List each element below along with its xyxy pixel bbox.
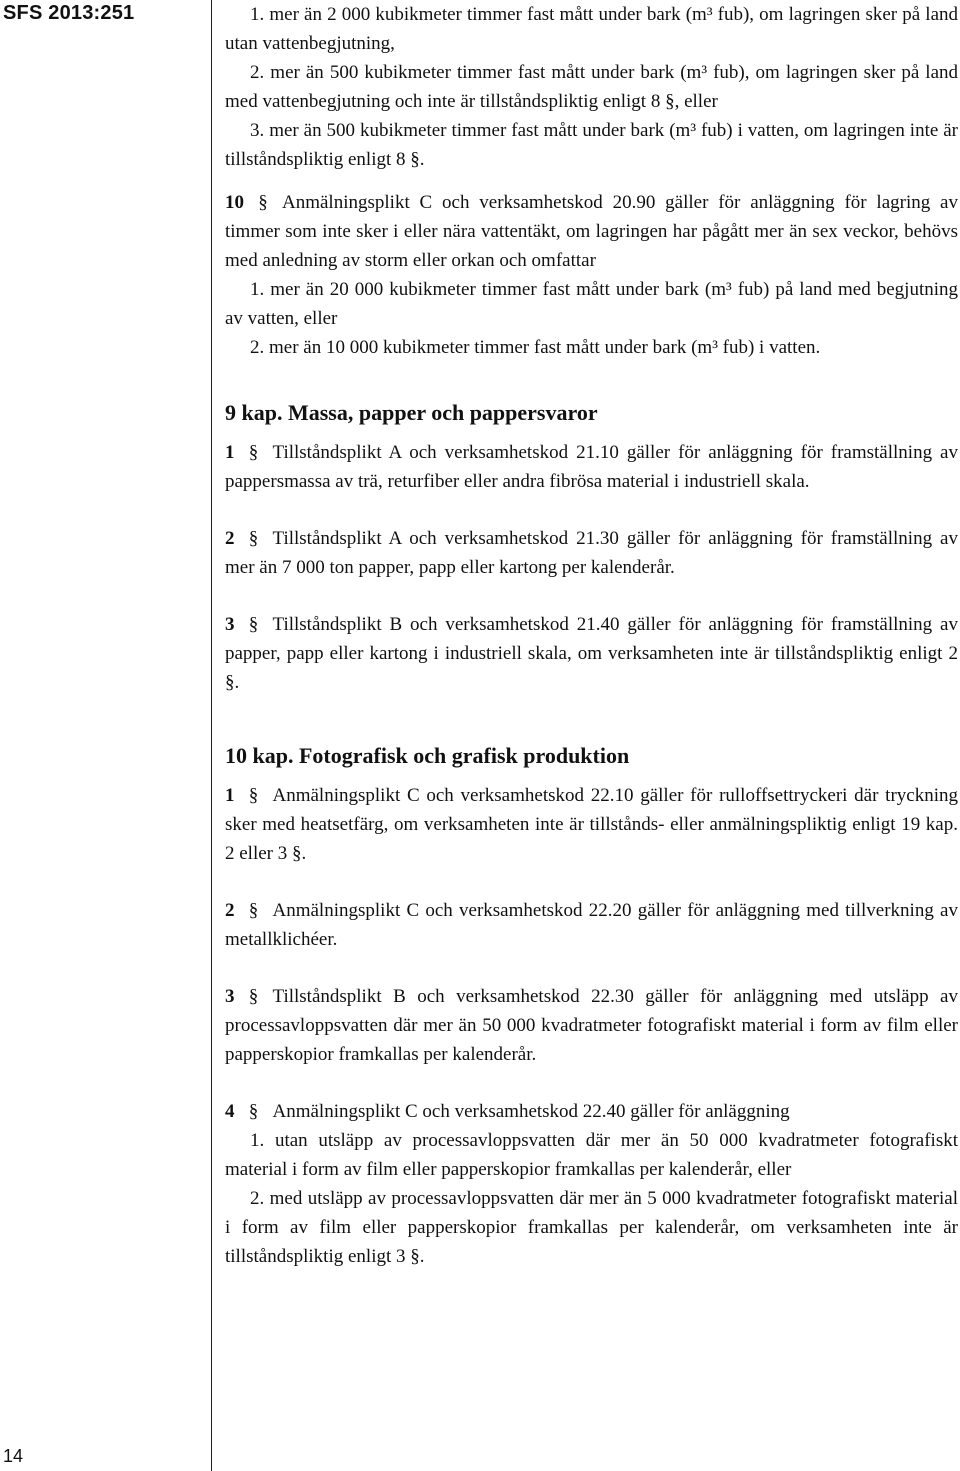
- section-symbol: §: [248, 986, 259, 1007]
- section-text: Anmälningsplikt C och verksamhetskod 22.40 gäller för anläggning: [272, 1101, 790, 1122]
- section-number: 4: [225, 1101, 235, 1122]
- list-item: 2. mer än 500 kubikmeter timmer fast mått under bark (m³ fub), om lagringen sker på land med vattenbegjutning och inte är tillståndspliktig enligt 8 §, eller: [225, 62, 958, 112]
- section-number: 1: [225, 785, 235, 806]
- section-text: Anmälningsplikt C och verksamhetskod 20.90 gäller för anläggning för lagring av timmer som inte sker i eller nära vattentäkt, om lagringen har pågått mer än sex veckor, behövs med anledning av storm eller orkan och omfattar: [225, 192, 958, 271]
- section-text: Tillståndsplikt B och verksamhetskod 22.30 gäller för anläggning med utsläpp av processavloppsvatten där mer än 50 000 kvadratmeter fotografiskt material i form av film eller papperskopior framkallas per kalenderår.: [225, 986, 958, 1065]
- section-paragraph: [225, 610, 958, 697]
- section-paragraph: [225, 896, 958, 954]
- list-item: 1. mer än 20 000 kubikmeter timmer fast mått under bark (m³ fub) på land med begjutning av vatten, eller: [225, 279, 958, 329]
- section-text: Anmälningsplikt C och verksamhetskod 22.10 gäller för rulloffsettryckeri där tryckning sker med heatsetfärg, om verksamheten inte är tillstånds- eller anmälningspliktig enligt 19 kap. 2 eller 3 §.: [225, 785, 958, 864]
- section-paragraph: [225, 982, 958, 1069]
- section-symbol: §: [258, 192, 268, 213]
- chapter-heading: 9 kap. Massa, papper och pappersvaror: [225, 400, 598, 425]
- section-number: 1: [225, 442, 235, 463]
- list-item: 3. mer än 500 kubikmeter timmer fast mått under bark (m³ fub) i vatten, om lagringen inte är tillståndspliktig enligt 8 §.: [225, 120, 958, 170]
- section-paragraph: [225, 781, 958, 868]
- section-symbol: §: [248, 900, 259, 921]
- page-number: 14: [3, 1446, 24, 1466]
- sfs-number: SFS 2013:251: [3, 2, 135, 24]
- list-item: 1. mer än 2 000 kubikmeter timmer fast mått under bark (m³ fub), om lagringen sker på land utan vattenbegjutning,: [225, 4, 958, 54]
- section-paragraph: [225, 1097, 958, 1126]
- section-symbol: §: [248, 1101, 259, 1122]
- section-number: 3: [225, 614, 235, 635]
- section-number: 2: [225, 528, 235, 549]
- section-number: 10: [225, 192, 244, 213]
- section-symbol: §: [248, 442, 259, 463]
- list-item: 1. utan utsläpp av processavloppsvatten där mer än 50 000 kvadratmeter fotografiskt material i form av film eller papperskopior framkallas per kalenderår, eller: [225, 1130, 958, 1180]
- document-body: [225, 0, 958, 1271]
- section-paragraph: [225, 438, 958, 496]
- section-number: 2: [225, 900, 235, 921]
- list-item: 2. mer än 10 000 kubikmeter timmer fast mått under bark (m³ fub) i vatten.: [250, 337, 821, 358]
- section-text: Tillståndsplikt A och verksamhetskod 21.10 gäller för anläggning för framställning av pappersmassa av trä, returfiber eller andra fibrösa material i industriell skala.: [225, 442, 958, 492]
- left-margin-column: [0, 0, 212, 1471]
- section-text: Tillståndsplikt B och verksamhetskod 21.40 gäller för anläggning för framställning av papper, papp eller kartong i industriell skala, om verksamheten inte är tillståndspliktig enligt 2 §.: [225, 614, 958, 693]
- section-symbol: §: [248, 785, 259, 806]
- section-10: [225, 188, 958, 275]
- section-text: Anmälningsplikt C och verksamhetskod 22.20 gäller för anläggning med tillverkning av metallklichéer.: [225, 900, 958, 950]
- list-item: 2. med utsläpp av processavloppsvatten där mer än 5 000 kvadratmeter fotografiskt material i form av film eller papperskopior framkallas per kalenderår, om verksamheten inte är tillståndspliktig enligt 3 §.: [225, 1188, 958, 1267]
- section-text: Tillståndsplikt A och verksamhetskod 21.30 gäller för anläggning för framställning av mer än 7 000 ton papper, papp eller kartong per kalenderår.: [225, 528, 958, 578]
- section-number: 3: [225, 986, 235, 1007]
- chapter-heading: 10 kap. Fotografisk och grafisk produktion: [225, 743, 630, 768]
- section-paragraph: [225, 524, 958, 582]
- section-symbol: §: [248, 528, 259, 549]
- section-symbol: §: [248, 614, 259, 635]
